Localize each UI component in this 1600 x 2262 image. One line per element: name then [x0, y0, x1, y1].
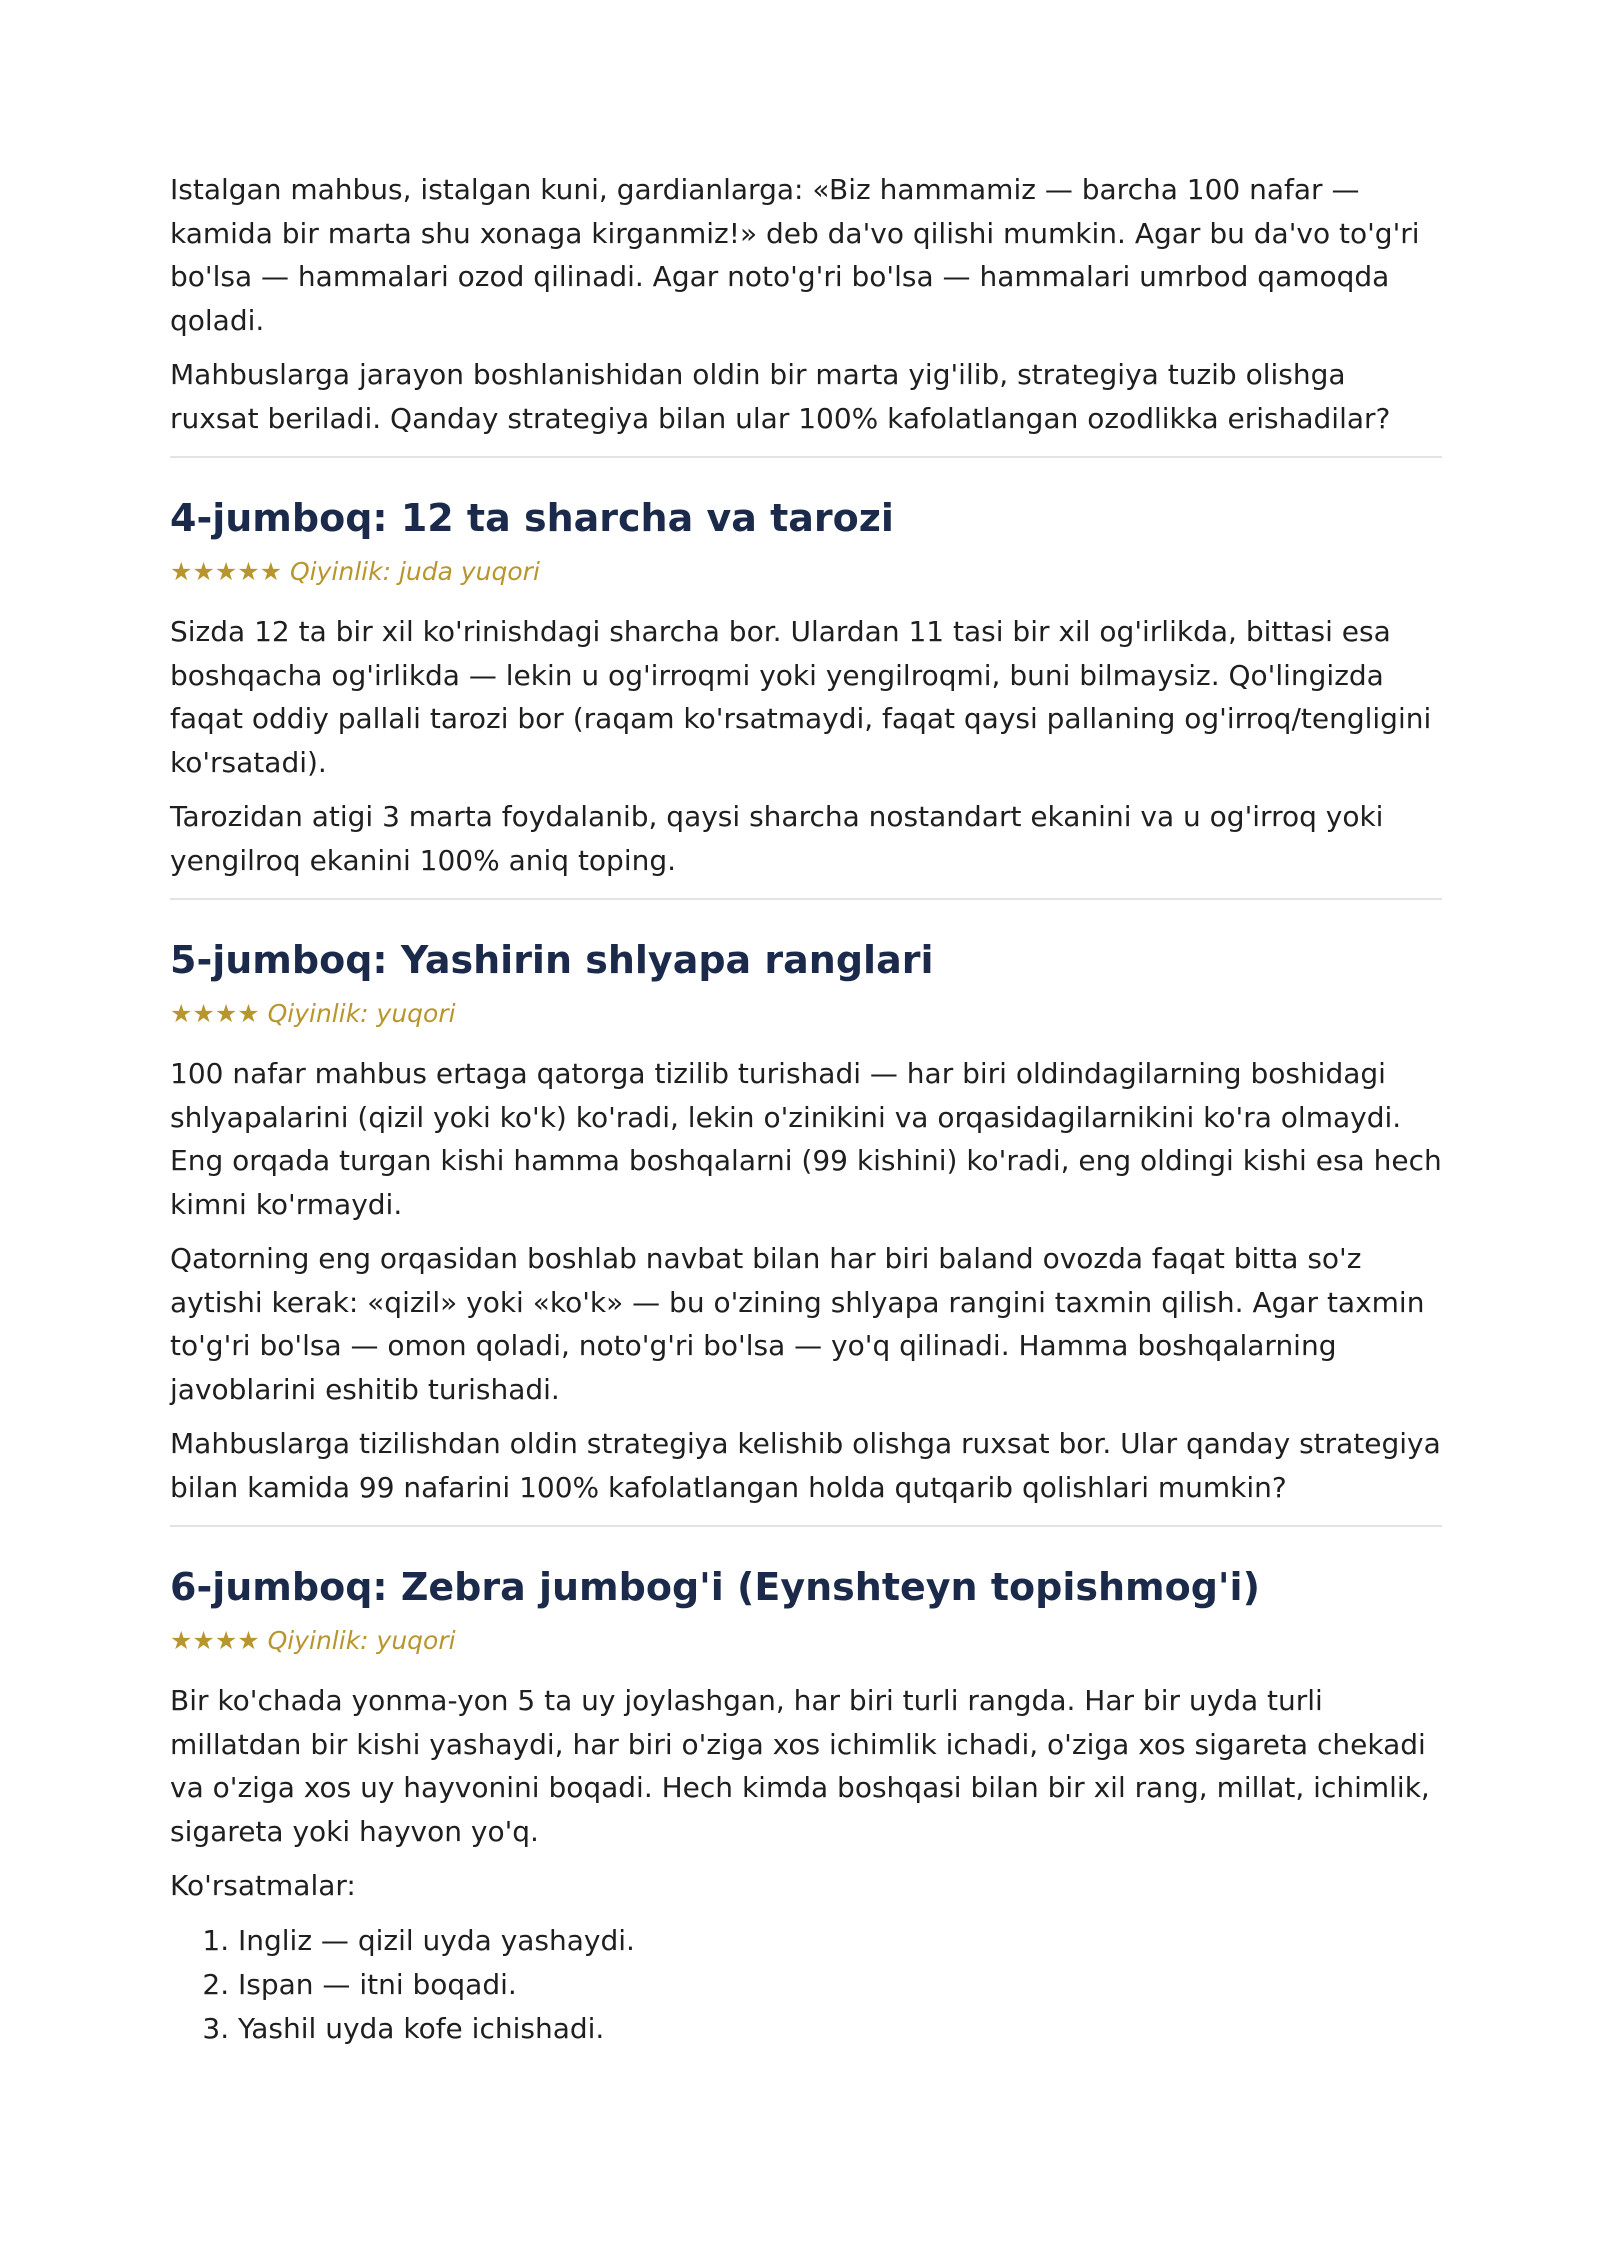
paragraph: 100 nafar mahbus ertaga qatorga tizilib turishadi — har biri oldindagilarning boshidagi shlyapalarini (qizil yoki ko'k) ko'radi, lekin o'zinikini va orqasidagilarnikini ko'ra olmaydi. Eng orqada turgan kishi hamma boshqalarni (99 kishini) ko'radi, eng oldingi kishi esa hech kimni ko'rmaydi.	[170, 1057, 1442, 1221]
paragraph: Sizda 12 ta bir xil ko'rinishdagi sharcha bor. Ulardan 11 tasi bir xil og'irlikda, bittasi esa boshqacha og'irlikda — lekin u og'irroqmi yoki yengilroqmi, buni bilmaysiz. Qo'lingizda faqat oddiy pallali tarozi bor (raqam ko'rsatmaydi, faqat qaysi pallaning og'irroq/tengligini ko'rsatadi).	[170, 615, 1432, 779]
list-item: 3. Yashil uyda kofe ichishadi.	[238, 2007, 1442, 2051]
document-page	[170, 168, 1442, 2051]
hints-list	[170, 1919, 1442, 2051]
section-divider	[170, 898, 1442, 900]
hints-label: Ko'rsatmalar:	[170, 1869, 356, 1902]
difficulty-rating: ★★★★ Qiyinlik: yuqori	[170, 999, 456, 1028]
difficulty-rating: ★★★★ Qiyinlik: yuqori	[170, 1626, 456, 1655]
puzzle-title: 5-jumboq: Yashirin shlyapa ranglari	[170, 938, 934, 982]
list-item: 1. Ingliz — qizil uyda yashaydi.	[238, 1919, 1442, 1963]
section-divider	[170, 1525, 1442, 1527]
puzzle-5-section	[170, 936, 1442, 1509]
paragraph: Qatorning eng orqasidan boshlab navbat bilan har biri baland ovozda faqat bitta so'z aytishi kerak: «qizil» yoki «ko'k» — bu o'zining shlyapa rangini taxmin qilish. Agar taxmin to'g'ri bo'lsa — omon qoladi, noto'g'ri bo'lsa — yo'q qilinadi. Hamma boshqalarning javoblarini eshitib turishadi.	[170, 1242, 1425, 1406]
paragraph: Tarozidan atigi 3 marta foydalanib, qaysi sharcha nostandart ekanini va u og'irroq yoki yengilroq ekanini 100% aniq toping.	[170, 800, 1384, 877]
intro-section	[170, 168, 1442, 440]
puzzle-title: 6-jumboq: Zebra jumbog'i (Eynshteyn topishmog'i)	[170, 1565, 1260, 1609]
paragraph: Bir ko'chada yonma-yon 5 ta uy joylashgan, har biri turli rangda. Har bir uyda turli millatdan bir kishi yashaydi, har biri o'ziga xos ichimlik ichadi, o'ziga xos sigareta chekadi va o'ziga xos uy hayvonini boqadi. Hech kimda boshqasi bilan bir xil rang, millat, ichimlik, sigareta yoki hayvon yo'q.	[170, 1684, 1430, 1848]
puzzle-4-section	[170, 494, 1442, 882]
difficulty-rating: ★★★★★ Qiyinlik: juda yuqori	[170, 557, 540, 586]
list-item: 2. Ispan — itni boqadi.	[238, 1963, 1442, 2007]
section-divider	[170, 456, 1442, 458]
puzzle-title: 4-jumboq: 12 ta sharcha va tarozi	[170, 496, 894, 540]
paragraph: Mahbuslarga tizilishdan oldin strategiya kelishib olishga ruxsat bor. Ular qanday strategiya bilan kamida 99 nafarini 100% kafolatlangan holda qutqarib qolishlari mumkin?	[170, 1427, 1441, 1504]
paragraph: Mahbuslarga jarayon boshlanishidan oldin bir marta yig'ilib, strategiya tuzib olishga ruxsat beriladi. Qanday strategiya bilan ular 100% kafolatlangan ozodlikka erishadilar?	[170, 358, 1391, 435]
puzzle-6-section	[170, 1563, 1442, 2051]
paragraph: Istalgan mahbus, istalgan kuni, gardianlarga: «Biz hammamiz — barcha 100 nafar — kamida bir marta shu xonaga kirganmiz!» deb da'vo qilishi mumkin. Agar bu da'vo to'g'ri bo'lsa — hammalari ozod qilinadi. Agar noto'g'ri bo'lsa — hammalari umrbod qamoqda qoladi.	[170, 173, 1420, 337]
